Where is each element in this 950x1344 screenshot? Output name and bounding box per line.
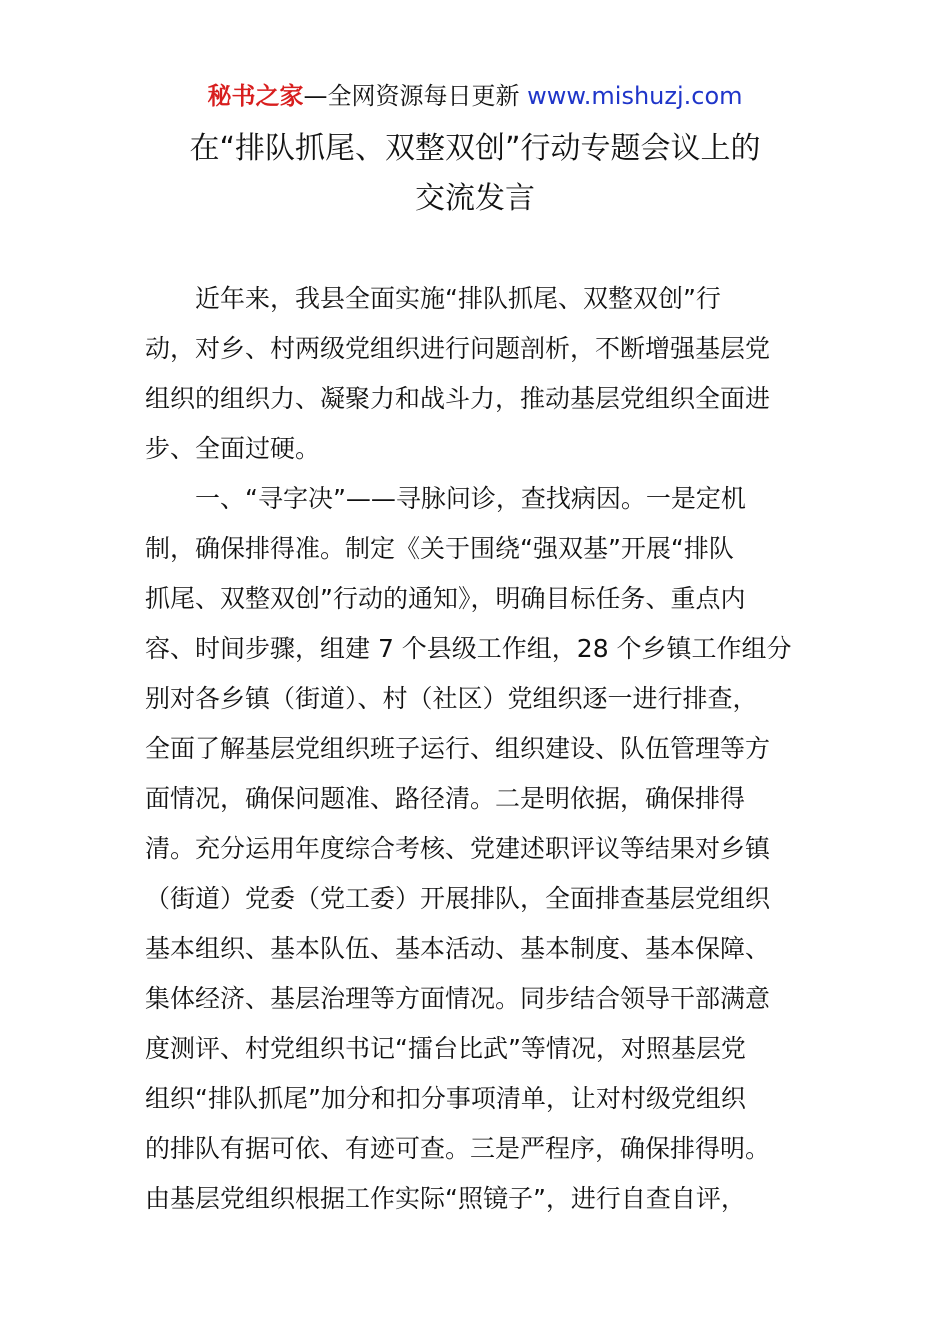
title-line-2: 交流发言 <box>415 181 535 216</box>
paragraph-line: 一、“寻字决”——寻脉问诊，查找病因。一是定机 <box>195 484 746 513</box>
paragraph-line: 近年来，我县全面实施“排队抓尾、双整双创”行 <box>195 284 721 313</box>
header-tagline: —全网资源每日更新 <box>303 82 520 110</box>
body-paragraph-1 <box>145 274 807 474</box>
title-line-1: 在“排队抓尾、双整双创”行动专题会议上的 <box>189 131 761 166</box>
paragraph-line: 由基层党组织根据工作实际“照镜子”，进行自查自评， <box>145 1184 746 1213</box>
paragraph-line: 组织的组织力、凝聚力和战斗力，推动基层党组织全面进 <box>145 384 771 413</box>
paragraph-line: 容、时间步骤，组建 7 个县级工作组，28 个乡镇工作组分 <box>145 634 792 663</box>
paragraph-line: 面情况，确保问题准、路径清。二是明依据，确保排得 <box>145 784 746 813</box>
paragraph-line: 的排队有据可依、有迹可查。三是严程序，确保排得明。 <box>145 1134 771 1163</box>
paragraph-line: 清。充分运用年度综合考核、党建述职评议等结果对乡镇 <box>145 834 771 863</box>
paragraph-line: 集体经济、基层治理等方面情况。同步结合领导干部满意 <box>145 984 771 1013</box>
body-paragraph-2 <box>145 474 807 1224</box>
paragraph-line: 动，对乡、村两级党组织进行问题剖析，不断增强基层党 <box>145 334 771 363</box>
paragraph-line: 步、全面过硬。 <box>145 434 321 463</box>
brand-name: 秘书之家 <box>207 82 304 110</box>
site-url-link[interactable]: www.mishuzj.com <box>527 82 743 110</box>
site-header-banner <box>0 80 950 112</box>
paragraph-line: 制，确保排得准。制定《关于围绕“强双基”开展“排队 <box>145 534 734 563</box>
paragraph-line: 度测评、村党组织书记“擂台比武”等情况，对照基层党 <box>145 1034 746 1063</box>
paragraph-line: （街道）党委（党工委）开展排队，全面排查基层党组织 <box>145 884 771 913</box>
paragraph-line: 组织“排队抓尾”加分和扣分事项清单，让对村级党组织 <box>145 1084 746 1113</box>
paragraph-line: 基本组织、基本队伍、基本活动、基本制度、基本保障、 <box>145 934 771 963</box>
paragraph-line: 全面了解基层党组织班子运行、组织建设、队伍管理等方 <box>145 734 771 763</box>
document-title <box>0 124 950 224</box>
paragraph-line: 抓尾、双整双创”行动的通知》，明确目标任务、重点内 <box>145 584 746 613</box>
paragraph-line: 别对各乡镇（街道）、村（社区）党组织逐一进行排查， <box>145 684 758 713</box>
document-body <box>145 274 807 1224</box>
